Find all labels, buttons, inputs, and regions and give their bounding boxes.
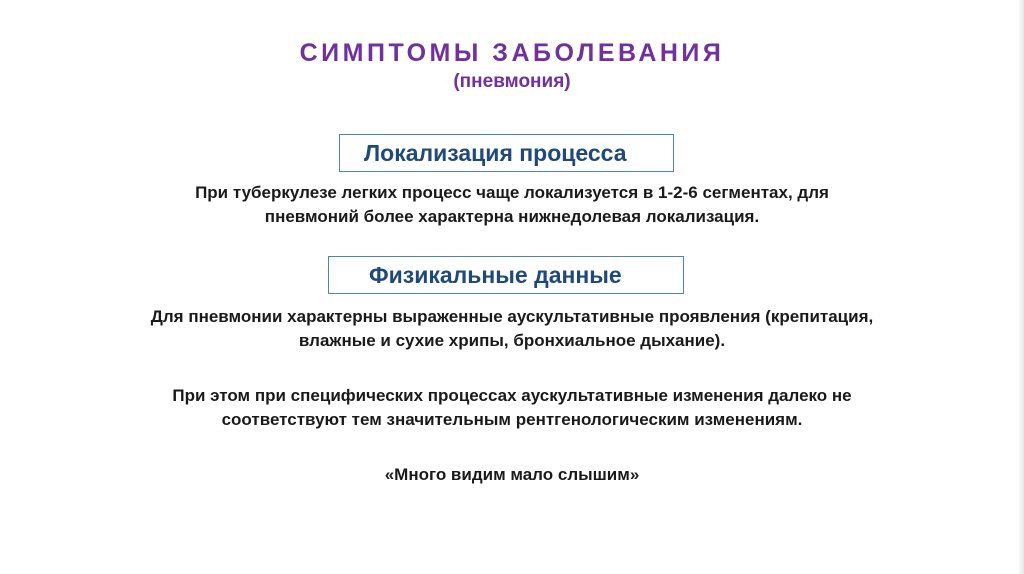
localization-paragraph: При туберкулезе легких процесс чаще локализуется в 1-2-6 сегментах, для пневмоний более характерна нижнедолевая локализация.	[195, 183, 829, 226]
specific-process-paragraph: При этом при специфических процессах аускультативные изменения далеко не соответствуют тем значительным рентгенологическим изменениям.	[172, 386, 852, 429]
physical-findings-paragraph: Для пневмонии характерны выраженные аускультативные проявления (крепитация, влажные и сухие хрипы, бронхиальное дыхание).	[150, 307, 874, 350]
quote-paragraph: «Много видим мало слышим»	[384, 465, 640, 484]
section-heading-physical-findings: Физикальные данные	[328, 256, 684, 294]
slide-subtitle: (пневмония)	[453, 71, 571, 92]
section-heading-localization: Локализация процесса	[339, 134, 674, 172]
slide-title: СИМПТОМЫ ЗАБОЛЕВАНИЯ	[299, 39, 725, 67]
